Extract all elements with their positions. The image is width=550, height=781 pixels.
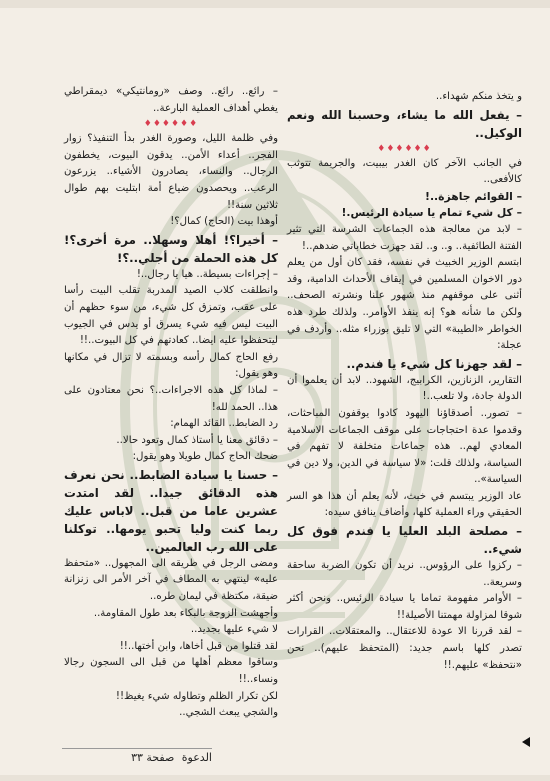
paragraph: – لابد من معالجة هذه الجماعات الشرسة التي تثير الفتنة الطائفية.. و.. و.. لقد جهزت خطاباتي ضدهم..! — [287, 223, 522, 252]
paragraph: وانطلقت كلاب الصيد المدربة تقلب البيت رأسا على عقب، وتمزق كل شيء، من سوء حظهم أن البيت ليس فيه شيء يسرق أو يدس في الجيوب ليتحفظوا عليه ايضا.. كعادتهم في كل البيوت..!! — [64, 285, 278, 347]
paragraph: لقد قتلوا من قبل أخاها، وابن أختها..!! — [119, 640, 278, 652]
paragraph: – إجراءات بسيطة.. هيا يا رجال..! — [136, 268, 278, 280]
paragraph: ومضى الرجل في طريقه الى المجهول.. «متحفظ عليه» لينتهي به المطاف في آخر الأمر الى زنزانة ضيقة، مكتظة في ليمان طره.. — [64, 557, 278, 603]
paragraph: أوهذا بيت (الحاج) كمال؟! — [170, 216, 278, 228]
paragraph: – كل شيء تمام يا سيادة الرئيس.! — [341, 206, 522, 220]
text-column-left — [64, 84, 278, 722]
paragraph: و يتخذ منكم شهداء.. — [435, 91, 522, 102]
text-column-right — [287, 89, 522, 674]
paragraph: وفي ظلمة الليل، وصورة الغدر بدأ التنفيذ؟ زوار الفجر.. أعداء الأمن.. يدقون البيوت، يخطفون الرجال.. والنساء، يصادرون الأشياء.. يزرعون الرعب.. ويحصدون ضياع أمة ابتليت بهم طوال ثلاثين سنة!! — [64, 133, 278, 211]
paragraph: – رائع.. رائع.. وصف «رومانتيكي» ديمقراطي يغطي أهداف العملية البارعة.. — [64, 86, 278, 114]
paragraph: ابتسم الوزير الخبيث في نفسه، فقد كان أول من يعلم دور الاخوان المسلمين في إيقاف الأحداث الدامية، وقد أثنى على موقفهم منذ شهور علنا ونشرته الصحف.. ولكن ما شأنه هو؟ إنه ينفذ الأوامر.. ولذلك طرد هذه الخواطر «الطيبة» التي لا تليق بوزراء مثله.. وأردف في عجلة: — [287, 257, 522, 352]
paragraph: وأجهشت الزوجة بالبكاء بعد طول المقاومة.. — [93, 607, 278, 619]
paragraph: – يفعل الله ما يشاء، وحسبنا الله ونعم الوكيل.. — [287, 107, 522, 140]
paragraph: عاد الوزير يبتسم في خبث، لأنه يعلم أن هذا هو السر الحقيقي وراء العملية كلها، وأضاف ينافق سيده: — [287, 490, 522, 519]
paragraph: التقارير، الزنازين، الكرابيج، الشهود.. لابد أن يعلموا أن الدولة جادة، ولا تلعب..! — [287, 374, 522, 403]
paragraph: في الجانب الآخر كان الغدر بيبيت، والجريمة تتوثب كالأفعى.. — [287, 157, 522, 186]
paragraph: – الأوامر مفهومة تماما يا سيادة الرئيس.. ونحن أكثر شوقا لمزاولة مهمتنا الأصيلة!! — [287, 593, 522, 621]
paragraph: رفع الحاج كمال رأسه وبسمته لا تزال في مكانها وهو يقول: — [64, 351, 278, 380]
continue-arrow-icon — [522, 737, 530, 747]
footer-page-number: صفحة ٣٣ — [131, 751, 175, 764]
paragraph: – القوائم جاهزة..! — [425, 189, 522, 203]
paragraph: – أخيرا؟! أهلا وسهلا.. مرة أخرى؟! كل هذه الحملة من أجلي..؟! — [64, 232, 278, 265]
paragraph: والشجي يبعث الشجي.. — [179, 707, 278, 719]
paragraph: لكن تكرار الظلم وتطاوله شيء يغيظ!! — [115, 690, 278, 702]
page-bottom-edge — [0, 775, 550, 781]
paragraph: لا شيء عليها بجديد.. — [190, 624, 278, 636]
footer-magazine-name: الدعوة — [181, 751, 212, 764]
paragraph: – ركزوا على الرؤوس.. نريد أن تكون الضربة ساحقة وسريعة.. — [287, 560, 522, 588]
paragraph: رد الضابط.. القائد الهمام: — [170, 418, 278, 430]
paragraph: – لقد جهزنا كل شيء يا فندم.. — [346, 356, 522, 371]
paragraph: – دقائق معنا يا أستاذ كمال وتعود حالا.. — [116, 434, 278, 446]
page-top-edge — [0, 0, 550, 8]
paragraph: ♦♦♦♦♦♦ — [377, 143, 432, 154]
paragraph: وساقوا معظم أهلها من قبل الى السجون رجالا ونساء..!! — [64, 657, 278, 686]
page-footer — [62, 751, 212, 771]
paragraph: – لماذا كل هذه الاجراءات..؟ نحن معتادون على هذا.. الحمد لله! — [64, 384, 278, 413]
paragraph: ♦♦♦♦♦♦ — [143, 119, 199, 130]
footer-rule — [62, 748, 212, 749]
paragraph: ضحك الحاج كمال طويلا وهو يقول: — [132, 451, 278, 463]
paragraph: – مصلحة البلد العليا يا فندم فوق كل شيء.. — [287, 524, 522, 557]
paragraph: – لقد قررنا الا عودة للاعتقال.. والمعتقلات.. القرارات تصدر كلها باسم جديد: (المتحفظ عليهم).. نحن «نتحفظ» عليهم.!! — [287, 626, 522, 671]
paragraph: – حسنا يا سيادة الضابط.. نحن نعرف هذه الدقائق جيدا.. لقد امتدت عشرين عاما من قبل.. لاباس عليك ربما كنت وليا تحبو يومها.. توكلنا على الله رب العالمين.. — [64, 467, 278, 554]
paragraph: – تصور.. أصدقاؤنا اليهود كادوا يوقفون المباحثات، وقدموا عدة احتجاجات على موقف الجماعات الاسلامية المعادي لهم.. هذه جماعات متخلفة لا تفهم في السياسة، ولذلك قلت: «لا سياسة في الدين، ولا دين في السياسة».. — [287, 407, 522, 486]
